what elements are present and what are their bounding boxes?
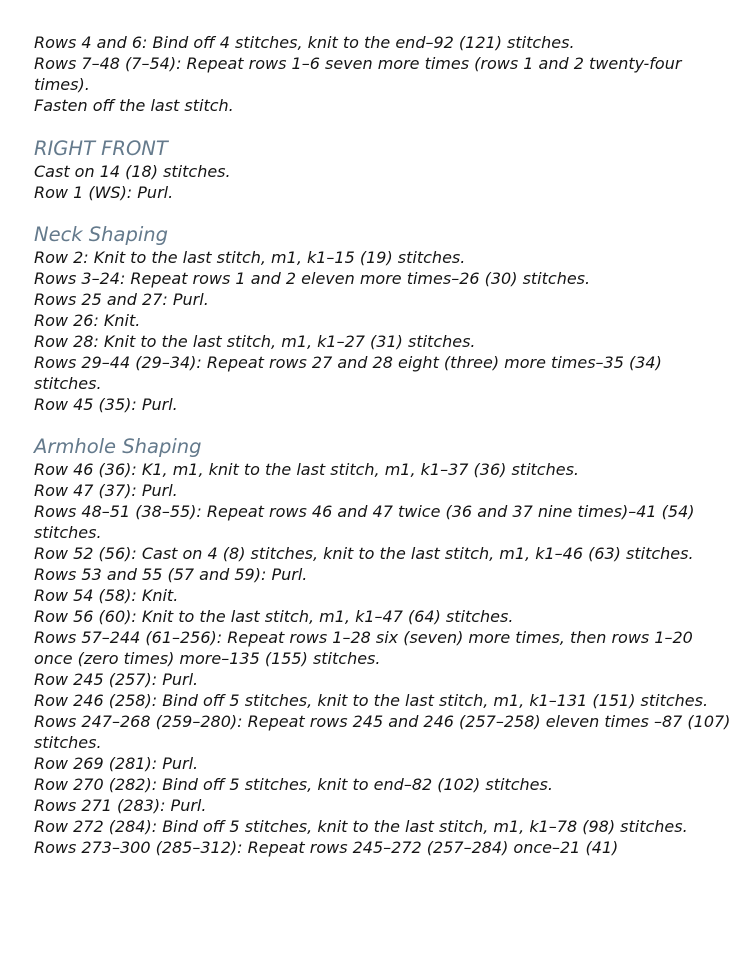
instruction-line: Row 272 (284): Bind off 5 stitches, knit to the last stitch, m1, k1–78 (98) stitches. — [34, 817, 688, 836]
instruction-line: Rows 53 and 55 (57 and 59): Purl. — [34, 565, 308, 584]
instruction-line: Rows 4 and 6: Bind off 4 stitches, knit to the end–92 (121) stitches. — [34, 33, 575, 52]
instruction-line: Row 28: Knit to the last stitch, m1, k1–27 (31) stitches. — [34, 332, 476, 351]
section-heading-neck-shaping: Neck Shaping — [34, 223, 169, 246]
intro-section — [34, 32, 734, 116]
pattern-page — [34, 32, 734, 858]
instruction-line: Rows 48–51 (38–55): Repeat rows 46 and 47 twice (36 and 37 nine times)–41 (54) stitches. — [34, 502, 695, 542]
instruction-line: Row 47 (37): Purl. — [34, 481, 178, 500]
instruction-line: Rows 247–268 (259–280): Repeat rows 245 and 246 (257–258) eleven times –87 (107) stitches. — [34, 712, 731, 752]
instruction-line: Rows 271 (283): Purl. — [34, 796, 207, 815]
instruction-line: Rows 273–300 (285–312): Repeat rows 245–272 (257–284) once–21 (41) — [34, 838, 619, 857]
instruction-line: Rows 7–48 (7–54): Repeat rows 1–6 seven more times (rows 1 and 2 twenty-four times). — [34, 54, 682, 94]
instruction-line: Rows 3–24: Repeat rows 1 and 2 eleven more times–26 (30) stitches. — [34, 269, 591, 288]
instruction-line: Row 245 (257): Purl. — [34, 670, 199, 689]
instruction-line: Row 269 (281): Purl. — [34, 754, 199, 773]
section-spacer — [34, 203, 734, 223]
armhole-shaping-section — [34, 435, 734, 858]
instruction-line: Fasten off the last stitch. — [34, 96, 234, 115]
instruction-line: Rows 29–44 (29–34): Repeat rows 27 and 28 eight (three) more times–35 (34) stitches. — [34, 353, 662, 393]
right-front-section — [34, 137, 734, 203]
section-heading-armhole-shaping: Armhole Shaping — [34, 435, 202, 458]
instruction-line: Row 56 (60): Knit to the last stitch, m1, k1–47 (64) stitches. — [34, 607, 514, 626]
instruction-line: Row 1 (WS): Purl. — [34, 183, 174, 202]
instruction-line: Row 52 (56): Cast on 4 (8) stitches, knit to the last stitch, m1, k1–46 (63) stitches. — [34, 544, 694, 563]
instruction-line: Rows 57–244 (61–256): Repeat rows 1–28 six (seven) more times, then rows 1–20 once (zero times) more–135 (155) stitches. — [34, 628, 693, 668]
neck-shaping-section — [34, 223, 734, 415]
instruction-line: Rows 25 and 27: Purl. — [34, 290, 209, 309]
instruction-line: Row 270 (282): Bind off 5 stitches, knit to end–82 (102) stitches. — [34, 775, 553, 794]
instruction-line: Row 46 (36): K1, m1, knit to the last stitch, m1, k1–37 (36) stitches. — [34, 460, 579, 479]
instruction-line: Cast on 14 (18) stitches. — [34, 162, 231, 181]
section-spacer — [34, 415, 734, 435]
instruction-line: Row 2: Knit to the last stitch, m1, k1–15 (19) stitches. — [34, 248, 466, 267]
instruction-line: Row 54 (58): Knit. — [34, 586, 179, 605]
instruction-line: Row 246 (258): Bind off 5 stitches, knit to the last stitch, m1, k1–131 (151) stitches. — [34, 691, 709, 710]
section-heading-right-front: RIGHT FRONT — [34, 137, 168, 160]
instruction-line: Row 45 (35): Purl. — [34, 395, 178, 414]
instruction-line: Row 26: Knit. — [34, 311, 141, 330]
section-spacer — [34, 116, 734, 137]
